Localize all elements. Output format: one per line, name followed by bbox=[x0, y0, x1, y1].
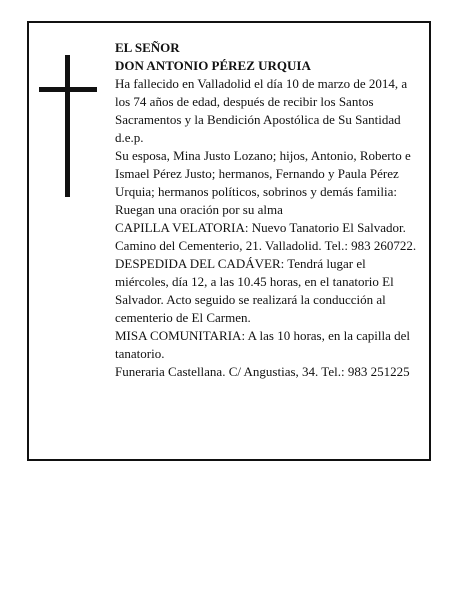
cross-vertical-bar bbox=[65, 55, 70, 197]
farewell-info: DESPEDIDA DEL CADÁVER: Tendrá lugar el miércoles, día 12, a las 10.45 horas, en el tanatorio El Salvador. Acto seguido se realizará la conducción al cementerio de El Carmen. bbox=[115, 256, 394, 325]
prayer-request: Ruegan una oración por su alma bbox=[115, 202, 283, 217]
deceased-name: DON ANTONIO PÉREZ URQUIA bbox=[115, 58, 311, 73]
death-announcement: Ha fallecido en Valladolid el día 10 de marzo de 2014, a los 74 años de edad, después de recibir los Santos Sacramentos y la Bendición Apostólica de Su Santidad d.e.p. bbox=[115, 76, 408, 145]
mass-info: MISA COMUNITARIA: A las 10 horas, en la capilla del tanatorio. bbox=[115, 328, 411, 361]
chapel-info: CAPILLA VELATORIA: Nuevo Tanatorio El Salvador. Camino del Cementerio, 21. Valladolid. Tel.: 983 260722. bbox=[115, 220, 417, 253]
obituary-text bbox=[115, 39, 421, 381]
funeral-home-info: Funeraria Castellana. C/ Angustias, 34. Tel.: 983 251225 bbox=[115, 364, 410, 379]
cross-icon bbox=[39, 55, 97, 197]
family-list: Su esposa, Mina Justo Lozano; hijos, Antonio, Roberto e Ismael Pérez Justo; hermanos, Fernando y Paula Pérez Urquia; hermanos políticos, sobrinos y demás familia: bbox=[115, 148, 411, 199]
obituary-title-line1: EL SEÑOR bbox=[115, 40, 180, 55]
cross-horizontal-bar bbox=[39, 87, 97, 92]
